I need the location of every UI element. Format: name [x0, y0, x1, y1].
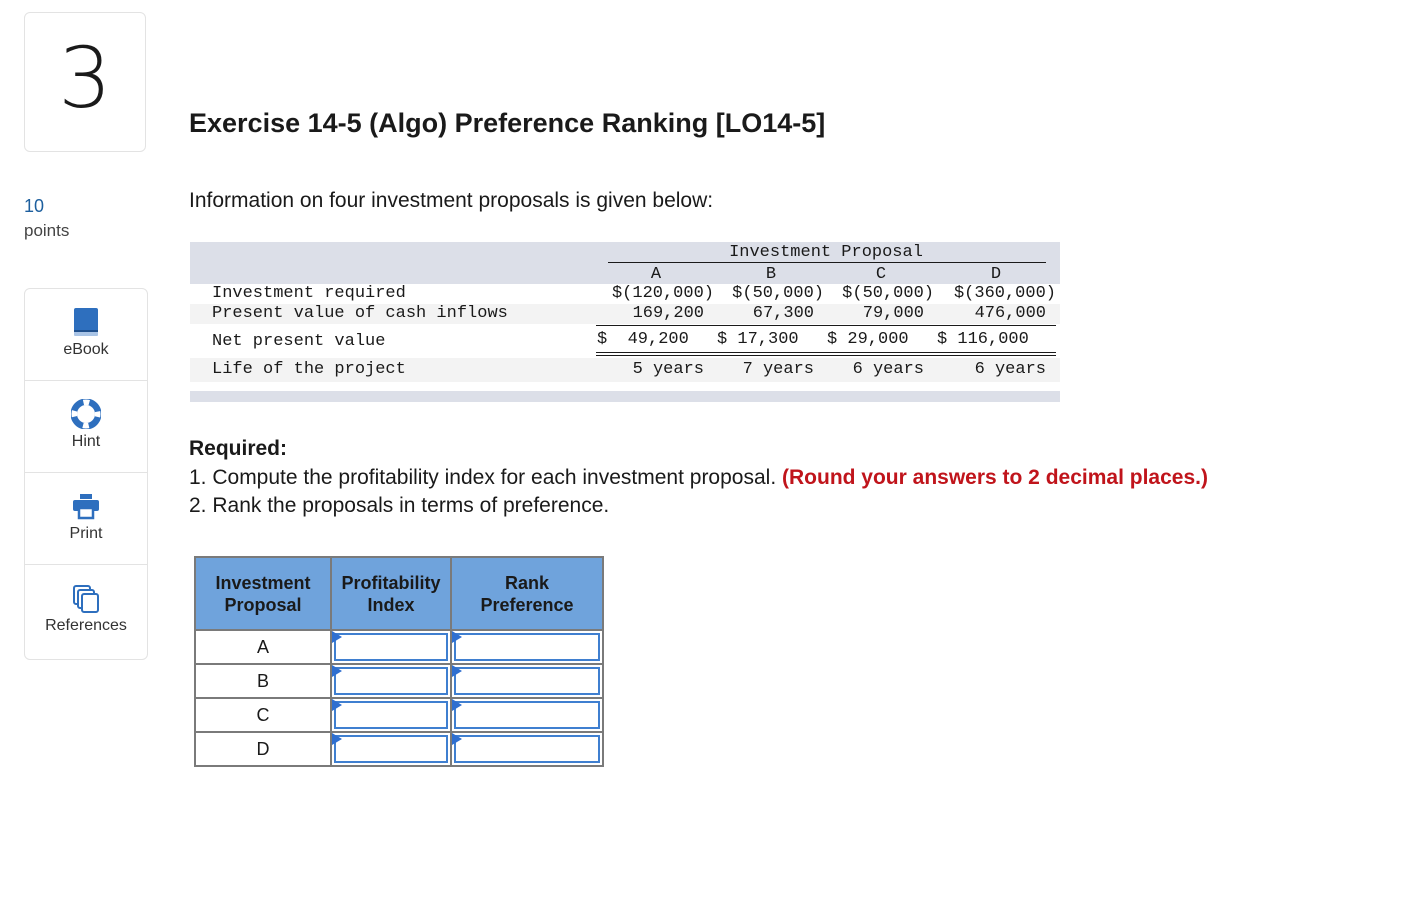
footer-band [190, 391, 1060, 402]
required-heading: Required: [189, 437, 288, 460]
profitability-index-input-a[interactable] [331, 630, 451, 664]
col-header-d: D [990, 265, 1002, 284]
rank-preference-input-d[interactable] [451, 732, 603, 766]
row-label: Present value of cash inflows [212, 304, 508, 323]
dropdown-marker-icon [332, 699, 342, 711]
requirement-1 [189, 466, 1208, 490]
points-label: points [24, 221, 70, 240]
header-underline [608, 262, 1046, 263]
proposal-cell: A [195, 630, 331, 664]
total-rule-1 [596, 352, 1056, 353]
cell-value: 7 years [742, 360, 814, 379]
cell-value: 6 years [852, 360, 924, 379]
col-header-c: C [875, 265, 887, 284]
dropdown-marker-icon [332, 665, 342, 677]
cell-value: 67,300 [752, 304, 814, 323]
cell-value: $ 17,300 [717, 330, 799, 349]
print-label: Print [69, 525, 103, 542]
book-icon [71, 307, 101, 337]
dropdown-marker-icon [332, 631, 342, 643]
table-row [195, 664, 603, 698]
points-value: 10 [24, 196, 45, 216]
dropdown-marker-icon [452, 733, 462, 745]
copy-icon [71, 583, 101, 613]
rank-preference-input-a[interactable] [451, 630, 603, 664]
dropdown-marker-icon [452, 631, 462, 643]
cell-value: 476,000 [974, 304, 1046, 323]
tools-panel [24, 288, 148, 660]
col-header-a: A [650, 265, 662, 284]
total-rule-2 [596, 355, 1056, 356]
cell-value: $(360,000) [953, 284, 1056, 303]
hint-button[interactable] [25, 381, 147, 473]
hint-label: Hint [71, 433, 101, 450]
subtotal-rule [596, 325, 1056, 326]
cell-value: $ 116,000 [937, 330, 1029, 349]
profitability-index-input-c[interactable] [331, 698, 451, 732]
print-button[interactable] [25, 473, 147, 565]
ebook-label: eBook [63, 341, 109, 358]
answer-table [194, 556, 604, 767]
header-investment-proposal: Investment Proposal [195, 557, 331, 630]
profitability-index-input-b[interactable] [331, 664, 451, 698]
lifebuoy-icon [71, 399, 101, 429]
dropdown-marker-icon [452, 665, 462, 677]
exercise-title: Exercise 14-5 (Algo) Preference Ranking [LO14-5] [189, 108, 826, 138]
rank-preference-input-b[interactable] [451, 664, 603, 698]
dropdown-marker-icon [452, 699, 462, 711]
group-header: Investment Proposal [729, 243, 923, 262]
row-label: Investment required [212, 284, 406, 303]
intro-text: Information on four investment proposals is given below: [189, 189, 714, 212]
rounding-note: (Round your answers to 2 decimal places.) [782, 466, 1208, 489]
cell-value: 169,200 [632, 304, 704, 323]
question-number-box [24, 12, 146, 152]
header-rank-preference: Rank Preference [451, 557, 603, 630]
question-number: 3 [58, 29, 112, 127]
rank-preference-input-c[interactable] [451, 698, 603, 732]
investment-info-table [190, 242, 1060, 402]
proposal-cell: D [195, 732, 331, 766]
dropdown-marker-icon [332, 733, 342, 745]
cell-value: $ 49,200 [597, 330, 689, 349]
proposal-cell: C [195, 698, 331, 732]
printer-icon [71, 491, 101, 521]
table-row [195, 630, 603, 664]
proposal-cell: B [195, 664, 331, 698]
references-label: References [45, 617, 127, 634]
requirement-1-text: 1. Compute the profitability index for each investment proposal. [189, 466, 777, 489]
table-row [195, 698, 603, 732]
col-header-b: B [765, 265, 777, 284]
ebook-button[interactable] [25, 289, 147, 381]
cell-value: 5 years [632, 360, 704, 379]
cell-value: 6 years [974, 360, 1046, 379]
cell-value: $(120,000) [611, 284, 714, 303]
cell-value: $(50,000) [842, 284, 934, 303]
requirement-2: 2. Rank the proposals in terms of preference. [189, 494, 610, 517]
row-label: Life of the project [212, 360, 406, 379]
cell-value: $ 29,000 [827, 330, 909, 349]
cell-value: 79,000 [862, 304, 924, 323]
references-button[interactable] [25, 565, 147, 657]
cell-value: $(50,000) [732, 284, 824, 303]
profitability-index-input-d[interactable] [331, 732, 451, 766]
row-label: Net present value [212, 332, 386, 351]
table-row [195, 732, 603, 766]
header-profitability-index: Profitability Index [331, 557, 451, 630]
